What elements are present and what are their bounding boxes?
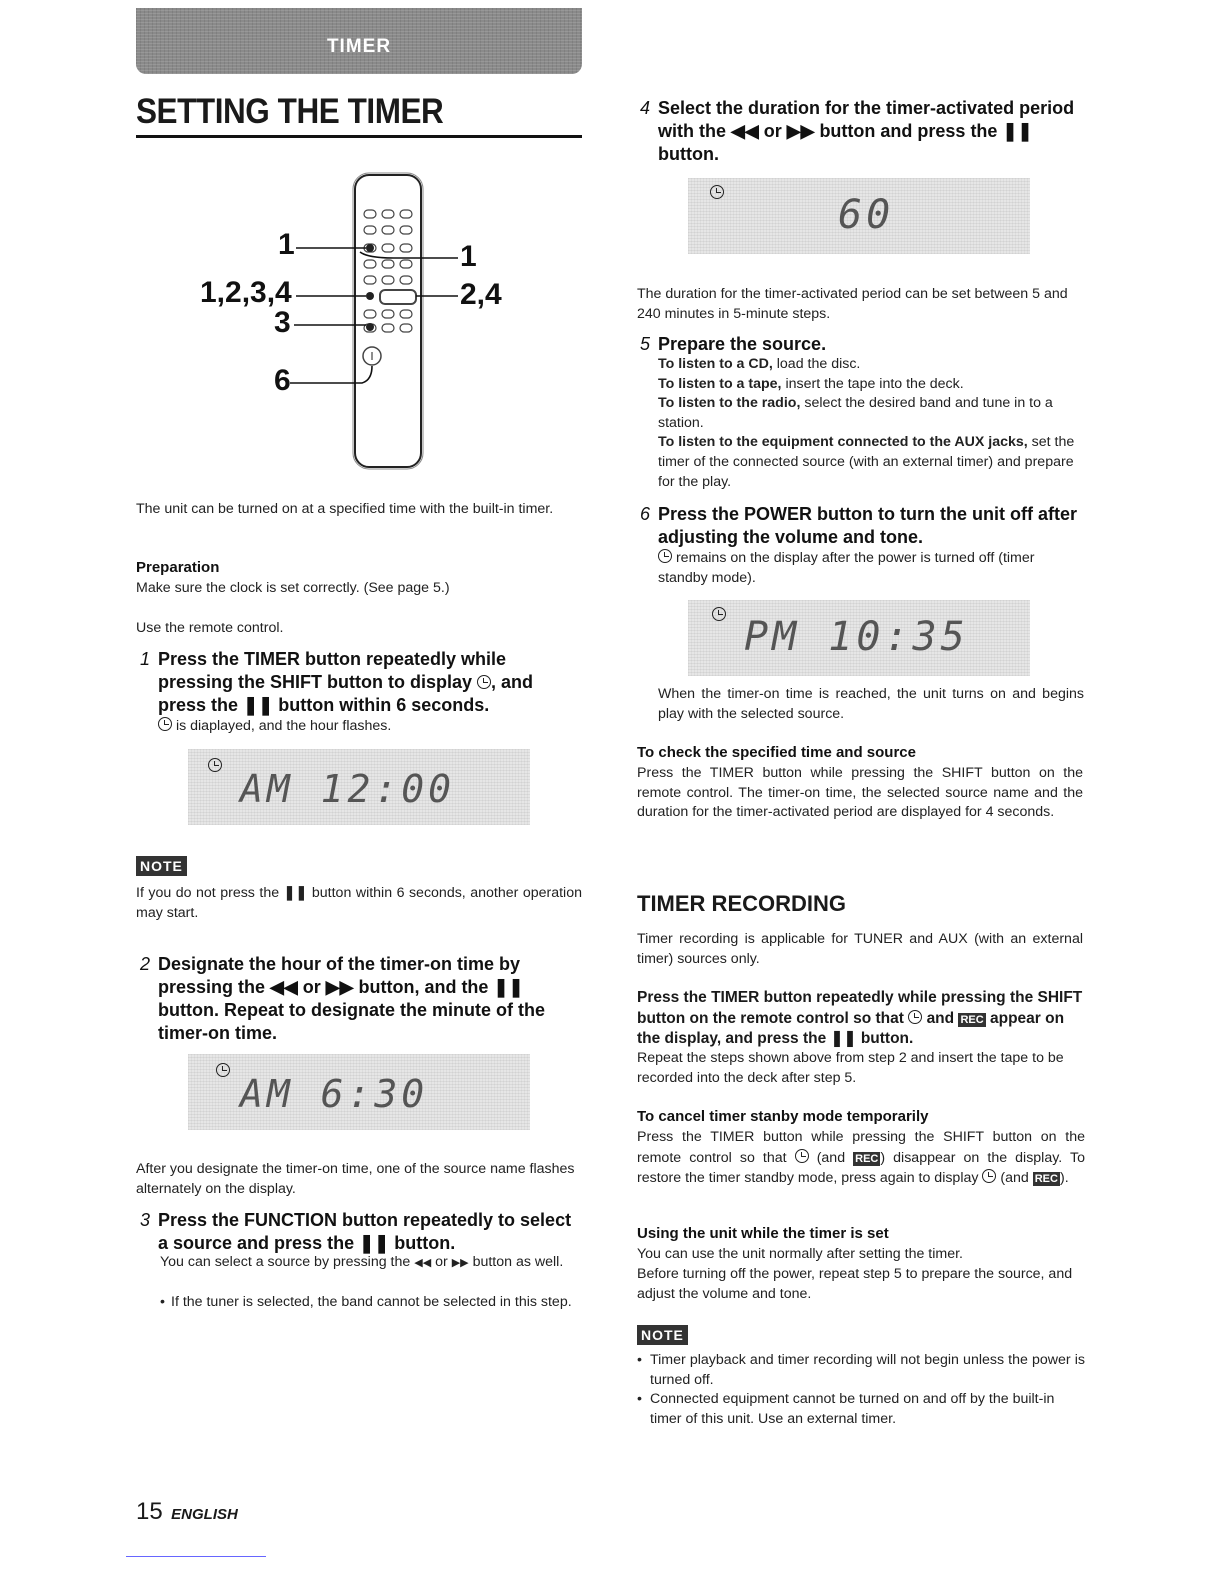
step-5-heading-text: Prepare the source.	[658, 334, 827, 354]
note-2-item-text: Timer playback and timer recording will not begin unless the power is turned off.	[650, 1352, 1085, 1388]
rewind-icon: ◀◀	[731, 121, 759, 141]
step-6-after: When the timer-on time is reached, the unit turns on and begins play with the selected source.	[658, 686, 1084, 722]
step-4-heading-a: Select the duration for the timer-activated period with the	[658, 98, 1075, 141]
cancel-text-a: Press the TIMER button while pressing the SHIFT button on the remote control so that	[637, 1129, 1085, 1166]
timer-clock-icon	[216, 1062, 230, 1081]
rec-indicator-icon: REC	[1034, 1173, 1058, 1186]
pause-icon: ❚❚	[359, 1233, 390, 1253]
display-step-2-text: AM 6:30	[240, 1072, 429, 1116]
timer-clock-icon	[208, 757, 222, 776]
preparation-heading: Preparation	[136, 559, 220, 576]
step-5-item-text: load the disc.	[772, 356, 861, 372]
display-step-2	[188, 1054, 530, 1130]
note-badge: NOTE	[136, 856, 187, 876]
display-step-6-text: PM 10:35	[744, 614, 969, 660]
step-4-heading-c: button and press the	[819, 121, 998, 141]
display-step-1	[188, 749, 530, 825]
step-3-body-a: You can select a source by pressing the	[160, 1254, 411, 1270]
pause-icon: ❚❚	[283, 885, 308, 901]
step-4-heading-b: or	[763, 121, 782, 141]
step-1-heading-a: Press the TIMER button repeatedly while pressing the SHIFT button to display	[158, 649, 507, 692]
step-5-heading	[636, 333, 1086, 356]
step-1-heading-b: , and press the	[158, 672, 534, 715]
cancel-text-b: (and	[816, 1149, 846, 1166]
callout-1234-left: 1,2,3,4	[200, 276, 292, 309]
step-5-item-lead: To listen to the radio,	[658, 395, 801, 412]
bottom-divider	[126, 1556, 266, 1557]
step-6-body	[658, 548, 1084, 588]
step-1-number: 1	[140, 649, 151, 669]
display-step-6	[688, 600, 1030, 676]
step-2-heading-d: button. Repeat to designate the minute of the timer-on time.	[158, 1000, 545, 1043]
cancel-heading: To cancel timer stanby mode temporarily	[637, 1108, 929, 1125]
rewind-icon: ◀◀	[270, 977, 298, 997]
check-heading: To check the specified time and source	[637, 744, 916, 761]
step-3-body-c: button as well.	[472, 1254, 564, 1270]
timer-clock-icon	[658, 549, 672, 563]
callout-1-right: 1	[460, 240, 477, 273]
recording-bold-a: Press the TIMER button repeatedly while pressing the SHIFT button on the remote control so that	[637, 989, 1083, 1027]
intro-text: The unit can be turned on at a specified time with the built-in timer.	[136, 501, 554, 517]
step-5-item-lead: To listen to a tape,	[658, 375, 782, 392]
step-3-heading	[136, 1209, 586, 1255]
using-text-1: You can use the unit normally after setting the timer.	[637, 1246, 963, 1262]
note-2-item-text: Connected equipment cannot be turned on and off by the built-in timer of this unit. Use an external timer.	[650, 1391, 1055, 1427]
step-5-item-lead: To listen to the equipment connected to the AUX jacks,	[658, 434, 1028, 451]
rec-indicator-icon: REC	[855, 1152, 879, 1165]
step-1-body-text: is diaplayed, and the hour flashes.	[175, 718, 392, 734]
rec-indicator-icon: REC	[960, 1013, 984, 1026]
cancel-text	[637, 1128, 1085, 1189]
timer-clock-icon	[710, 184, 724, 203]
note-2-list	[637, 1351, 1085, 1429]
recording-body: Repeat the steps shown above from step 2 and insert the tape to be recorded into the deck after step 5.	[637, 1050, 1064, 1086]
note-1-text-a: If you do not press the	[136, 885, 280, 901]
pause-icon: ❚❚	[830, 1030, 857, 1047]
step-4-heading	[636, 97, 1086, 166]
cancel-text-e: ).	[1059, 1170, 1069, 1187]
step-4-body: The duration for the timer-activated period can be set between 5 and 240 minutes in 5-minute steps.	[637, 286, 1068, 322]
cancel-text-c: ) disappear on the display. To restore the timer standby mode, press again to display	[637, 1149, 1085, 1187]
recording-bold-d: button.	[860, 1030, 914, 1047]
step-5-item-lead: To listen to a CD,	[658, 356, 773, 372]
remote-illustration	[190, 170, 510, 475]
step-5-items	[658, 355, 1084, 492]
step-2-heading	[136, 953, 586, 1045]
step-5-item-text: select the desired band and tune in to a station.	[658, 395, 1053, 431]
timer-clock-icon	[158, 717, 172, 731]
step-3-bullet: • If the tuner is selected, the band cannot be selected in this step.	[160, 1293, 586, 1313]
callout-3-left: 3	[274, 306, 291, 339]
timer-clock-icon	[982, 1169, 996, 1183]
step-5-item	[658, 394, 1084, 433]
step-3-body-b: or	[435, 1254, 448, 1270]
recording-bold-c: appear on the display, and press the	[637, 1009, 1065, 1047]
step-2-heading-b: or	[302, 977, 321, 997]
cancel-text-d: (and	[1000, 1170, 1029, 1187]
step-1-body	[158, 716, 391, 737]
display-step-1-text: AM 12:00	[240, 767, 456, 811]
step-5-item	[658, 375, 1084, 395]
step-5-number: 5	[640, 334, 651, 354]
using-heading: Using the unit while the timer is set	[637, 1225, 889, 1242]
recording-instruction	[637, 988, 1085, 1050]
callout-24-right: 2,4	[460, 278, 502, 311]
step-6-body-text: remains on the display after the power is turned off (timer standby mode).	[658, 550, 1035, 586]
step-5-item-text: set the timer of the connected source (with an external timer) and prepare for the play.	[658, 434, 1075, 490]
step-5-item-text: insert the tape into the deck.	[781, 375, 964, 392]
timer-clock-icon	[712, 606, 726, 625]
title-rule	[136, 135, 582, 138]
step-1-heading-c: button within 6 seconds.	[278, 695, 490, 715]
step-3-number: 3	[140, 1210, 151, 1230]
step-4-number: 4	[640, 98, 651, 118]
step-2-heading-a: Designate the hour of the timer-on time by pressing the	[158, 954, 521, 997]
step-3-bullet-text: If the tuner is selected, the band cannot be selected in this step.	[171, 1294, 572, 1310]
fast-forward-icon: ▶▶	[786, 121, 815, 141]
page-title: SETTING THE TIMER	[136, 92, 444, 131]
page-number: 15	[136, 1498, 163, 1525]
fast-forward-icon: ▶▶	[325, 977, 354, 997]
check-text: Press the TIMER button while pressing the SHIFT button on the remote control. The timer-on time, the selected source name and the duration for the timer-activated period are displayed for 4 seconds.	[637, 765, 1083, 821]
remote-text: Use the remote control.	[136, 620, 284, 636]
display-step-4-text: 60	[838, 192, 895, 238]
step-6-number: 6	[640, 504, 651, 524]
step-6-heading-text: Press the POWER button to turn the unit off after adjusting the volume and tone.	[658, 504, 1077, 547]
callout-1-left: 1	[278, 228, 295, 261]
step-2-after: After you designate the timer-on time, one of the source name flashes alternately on the display.	[136, 1161, 575, 1197]
step-1-heading	[136, 648, 586, 717]
pause-icon: ❚❚	[493, 977, 524, 997]
remote-control-drawing	[190, 170, 510, 475]
timer-clock-icon	[477, 675, 491, 689]
footer-language: ENGLISH	[171, 1506, 238, 1523]
display-step-4	[688, 178, 1030, 254]
list-item: • Timer playback and timer recording will not begin unless the power is turned off.	[637, 1352, 1085, 1388]
step-2-heading-c: button, and the	[358, 977, 489, 997]
step-6-heading	[636, 503, 1086, 549]
using-text-2: Before turning off the power, repeat step 5 to prepare the source, and adjust the volume and tone.	[637, 1266, 1073, 1302]
callout-6-left: 6	[274, 364, 291, 397]
rewind-icon: ◀◀	[414, 1257, 432, 1269]
step-3-body	[160, 1253, 584, 1274]
list-item: • Connected equipment cannot be turned on and off by the built-in timer of this unit. Use an external timer.	[637, 1391, 1055, 1427]
step-3-heading-a: Press the FUNCTION button repeatedly to select a source and press the	[158, 1210, 572, 1253]
pause-icon: ❚❚	[1002, 121, 1033, 141]
preparation-text: Make sure the clock is set correctly. (See page 5.)	[136, 580, 450, 596]
note-1-text	[136, 884, 582, 923]
page-footer	[136, 1498, 238, 1526]
timer-clock-icon	[795, 1149, 809, 1163]
pause-icon: ❚❚	[243, 695, 274, 715]
recording-heading: TIMER RECORDING	[637, 891, 846, 916]
recording-intro: Timer recording is applicable for TUNER and AUX (with an external timer) sources only.	[637, 931, 1083, 967]
step-4-heading-d: button.	[658, 144, 719, 164]
note-1-text-b: button within 6 seconds, another operation may start.	[136, 885, 582, 921]
section-tab-label: TIMER	[326, 36, 392, 57]
timer-clock-icon	[908, 1010, 922, 1024]
fast-forward-icon: ▶▶	[451, 1257, 469, 1269]
note-badge: NOTE	[637, 1325, 688, 1345]
step-2-number: 2	[140, 954, 151, 974]
step-3-heading-b: button.	[394, 1233, 456, 1253]
step-5-item	[658, 355, 1084, 375]
section-tab	[136, 8, 582, 74]
recording-bold-b: and	[926, 1009, 955, 1027]
step-5-item	[658, 433, 1084, 492]
